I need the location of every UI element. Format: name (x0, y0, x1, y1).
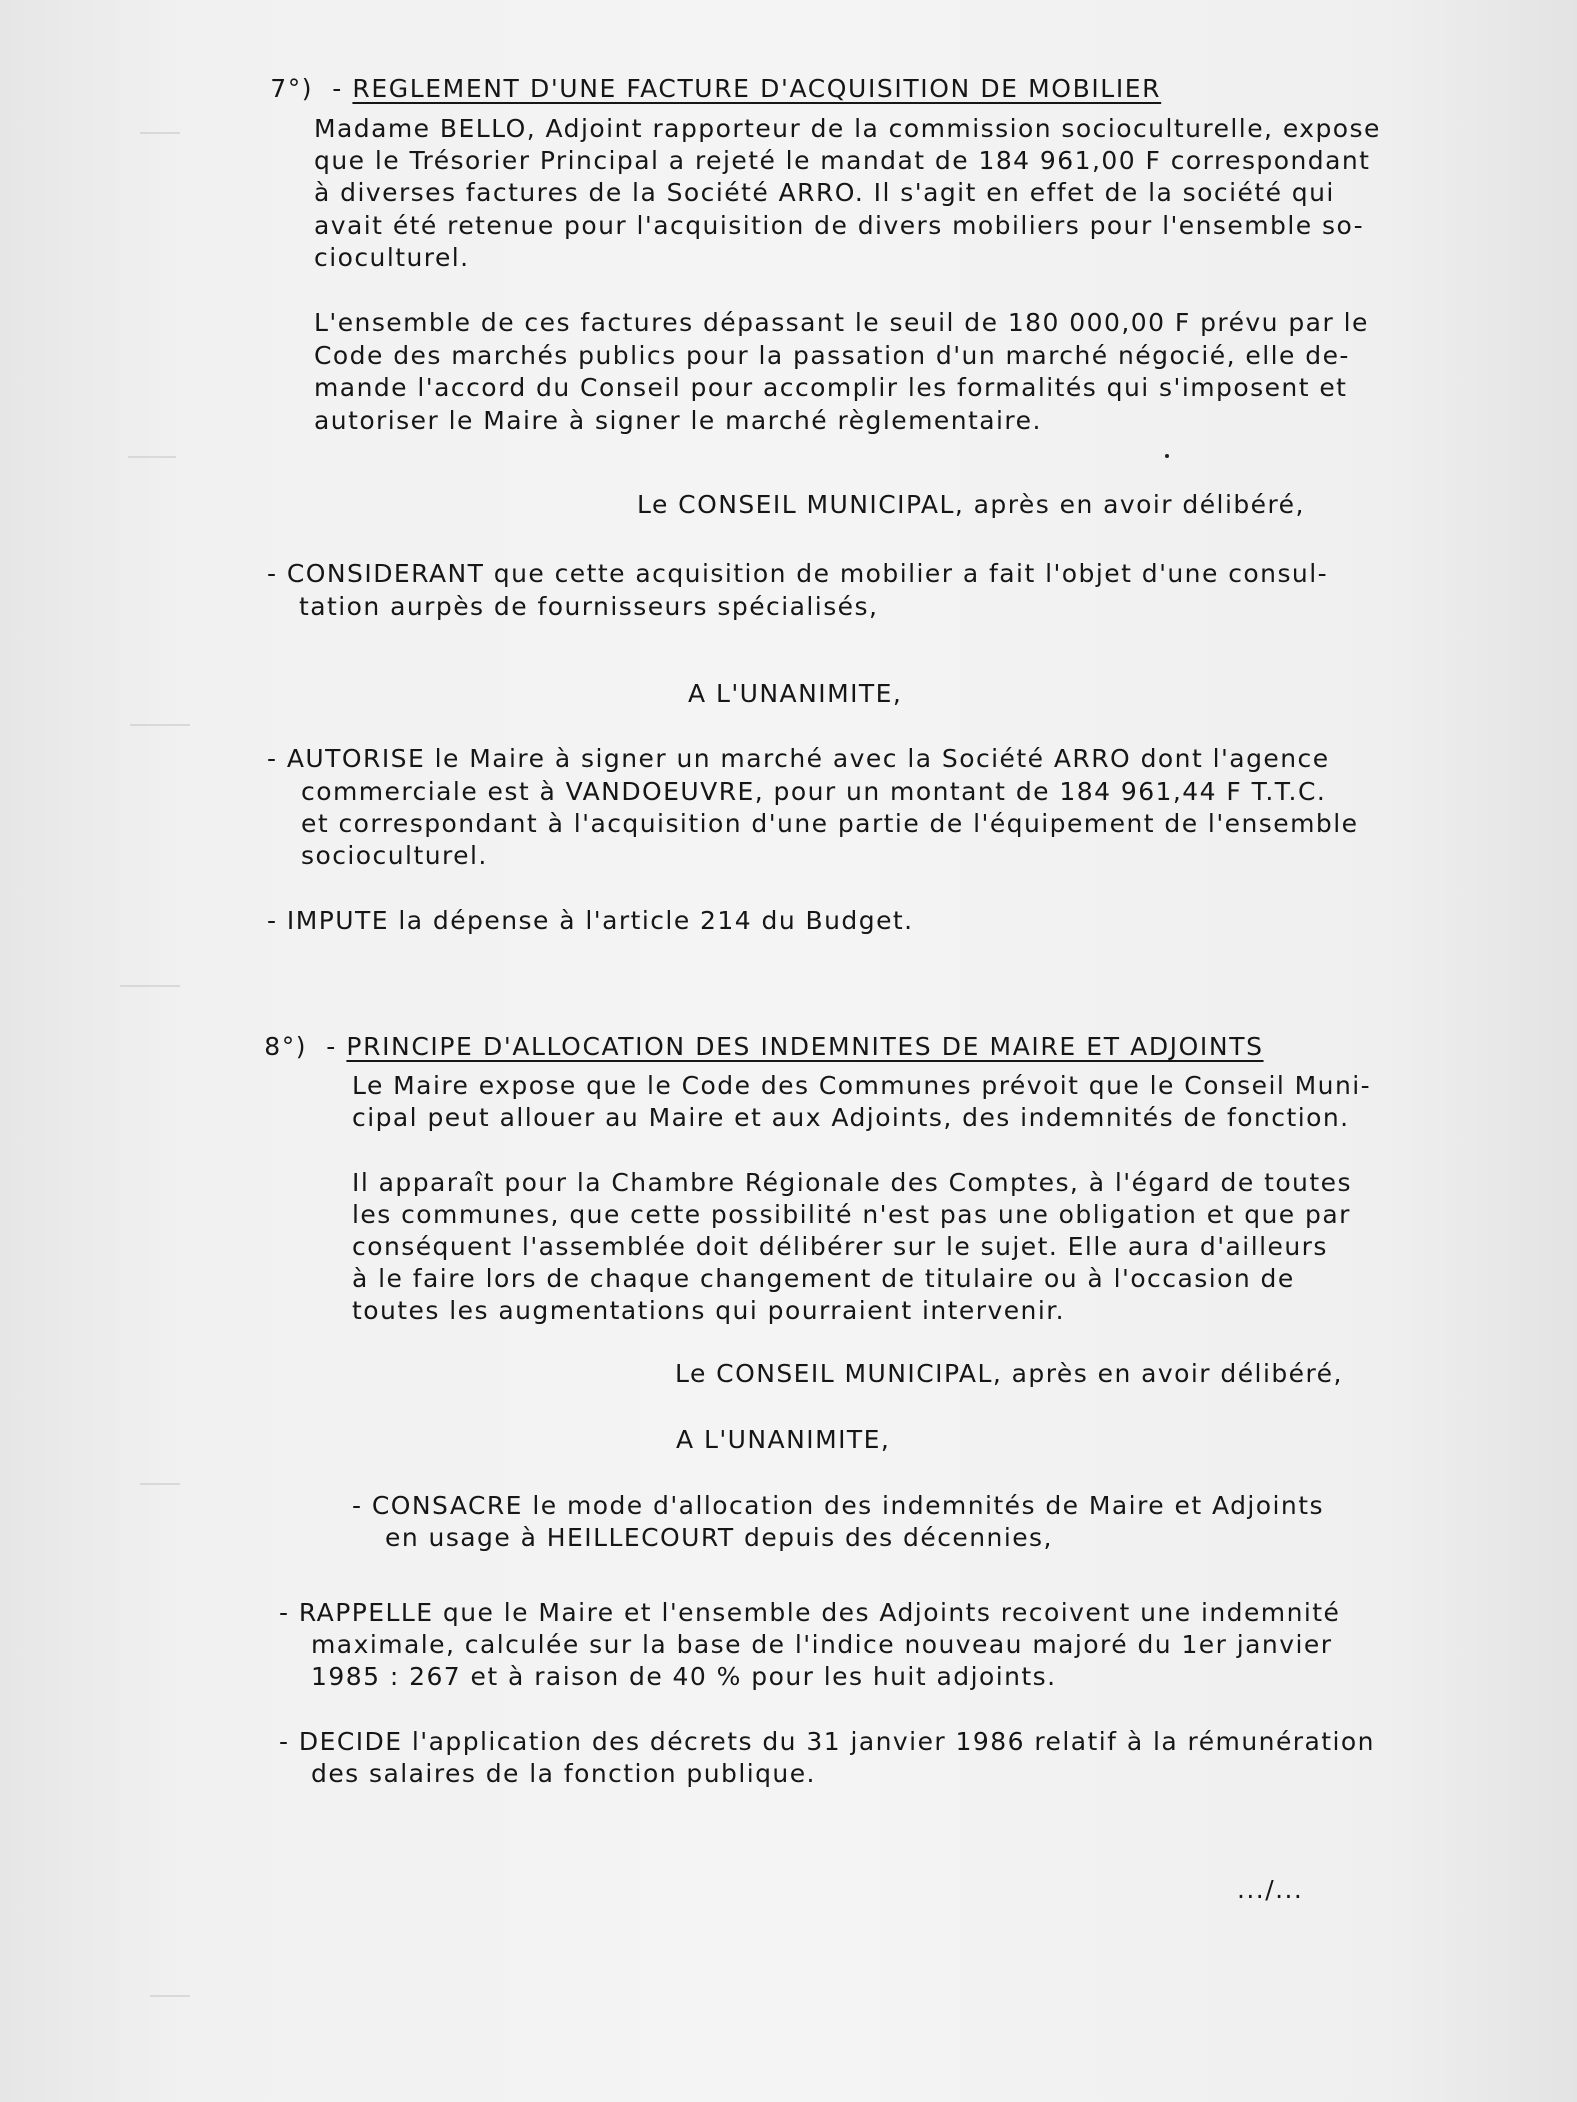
text-line: - AUTORISE le Maire à signer un marché avec la Société ARRO dont l'agence (267, 744, 1330, 773)
text-line: les communes, que cette possibilité n'est pas une obligation et que par (352, 1200, 1351, 1229)
text-line: Le Maire expose que le Code des Communes prévoit que le Conseil Muni- (352, 1071, 1372, 1100)
text-line: - CONSACRE le mode d'allocation des indemnités de Maire et Adjoints (352, 1491, 1324, 1520)
scan-artifact (140, 1483, 180, 1485)
text-line: à le faire lors de chaque changement de titulaire ou à l'occasion de (352, 1264, 1295, 1293)
scan-artifact (140, 132, 180, 134)
scan-artifact (120, 985, 180, 987)
section-8-title: PRINCIPE D'ALLOCATION DES INDEMNITES DE MAIRE ET ADJOINTS (346, 1032, 1264, 1061)
text-line: que le Trésorier Principal a rejeté le mandat de 184 961,00 F correspondant (314, 146, 1371, 175)
text-line: socioculturel. (301, 841, 488, 870)
text-line: maximale, calculée sur la base de l'indice nouveau majoré du 1er janvier (311, 1630, 1333, 1659)
section-8-number: 8°) (264, 1032, 308, 1061)
section-8-unanimite: A L'UNANIMITE, (676, 1425, 891, 1454)
text-line: cipal peut allouer au Maire et aux Adjoints, des indemnités de fonction. (352, 1103, 1350, 1132)
continuation-mark: .../... (1237, 1875, 1304, 1904)
text-line: conséquent l'assemblée doit délibérer sur le sujet. Elle aura d'ailleurs (352, 1232, 1328, 1261)
text-line: Madame BELLO, Adjoint rapporteur de la commission socioculturelle, expose (314, 114, 1381, 143)
scan-artifact (130, 724, 190, 726)
text-line: Code des marchés publics pour la passation d'un marché négocié, elle de- (314, 341, 1350, 370)
text-line: 1985 : 267 et à raison de 40 % pour les huit adjoints. (311, 1662, 1057, 1691)
section-8-conseil-line: Le CONSEIL MUNICIPAL, après en avoir délibéré, (675, 1359, 1343, 1388)
stray-mark (1165, 454, 1169, 458)
text-line: commerciale est à VANDOEUVRE, pour un montant de 184 961,44 F T.T.C. (301, 777, 1327, 806)
text-line: cioculturel. (314, 243, 470, 272)
text-line: et correspondant à l'acquisition d'une partie de l'équipement de l'ensemble (301, 809, 1359, 838)
section-7-number: 7°) (270, 74, 314, 103)
scan-artifact (128, 456, 176, 458)
text-line: tation aurpès de fournisseurs spécialisés, (299, 592, 879, 621)
scan-artifact (150, 1995, 190, 1997)
text-line: avait été retenue pour l'acquisition de divers mobiliers pour l'ensemble so- (314, 211, 1365, 240)
text-line: des salaires de la fonction publique. (311, 1759, 816, 1788)
section-7-impute-item: - IMPUTE la dépense à l'article 214 du Budget. (267, 906, 914, 935)
section-7-title: REGLEMENT D'UNE FACTURE D'ACQUISITION DE MOBILIER (352, 74, 1162, 103)
text-line: Il apparaît pour la Chambre Régionale des Comptes, à l'égard de toutes (352, 1168, 1352, 1197)
text-line: à diverses factures de la Société ARRO. Il s'agit en effet de la société qui (314, 178, 1335, 207)
text-line: L'ensemble de ces factures dépassant le seuil de 180 000,00 F prévu par le (314, 308, 1369, 337)
text-line: - RAPPELLE que le Maire et l'ensemble des Adjoints recoivent une indemnité (279, 1598, 1341, 1627)
section-7-unanimite: A L'UNANIMITE, (688, 679, 903, 708)
text-line: toutes les augmentations qui pourraient intervenir. (352, 1296, 1066, 1325)
text-line: - CONSIDERANT que cette acquisition de mobilier a fait l'objet d'une consul- (267, 559, 1329, 588)
text-line: - DECIDE l'application des décrets du 31 janvier 1986 relatif à la rémunération (279, 1727, 1375, 1756)
section-8-dash: - (326, 1032, 337, 1061)
text-line: en usage à HEILLECOURT depuis des décennies, (385, 1523, 1053, 1552)
text-line: autoriser le Maire à signer le marché règlementaire. (314, 406, 1042, 435)
section-7-dash: - (332, 74, 343, 103)
section-7-conseil-line: Le CONSEIL MUNICIPAL, après en avoir délibéré, (637, 490, 1305, 519)
text-line: mande l'accord du Conseil pour accomplir les formalités qui s'imposent et (314, 373, 1348, 402)
